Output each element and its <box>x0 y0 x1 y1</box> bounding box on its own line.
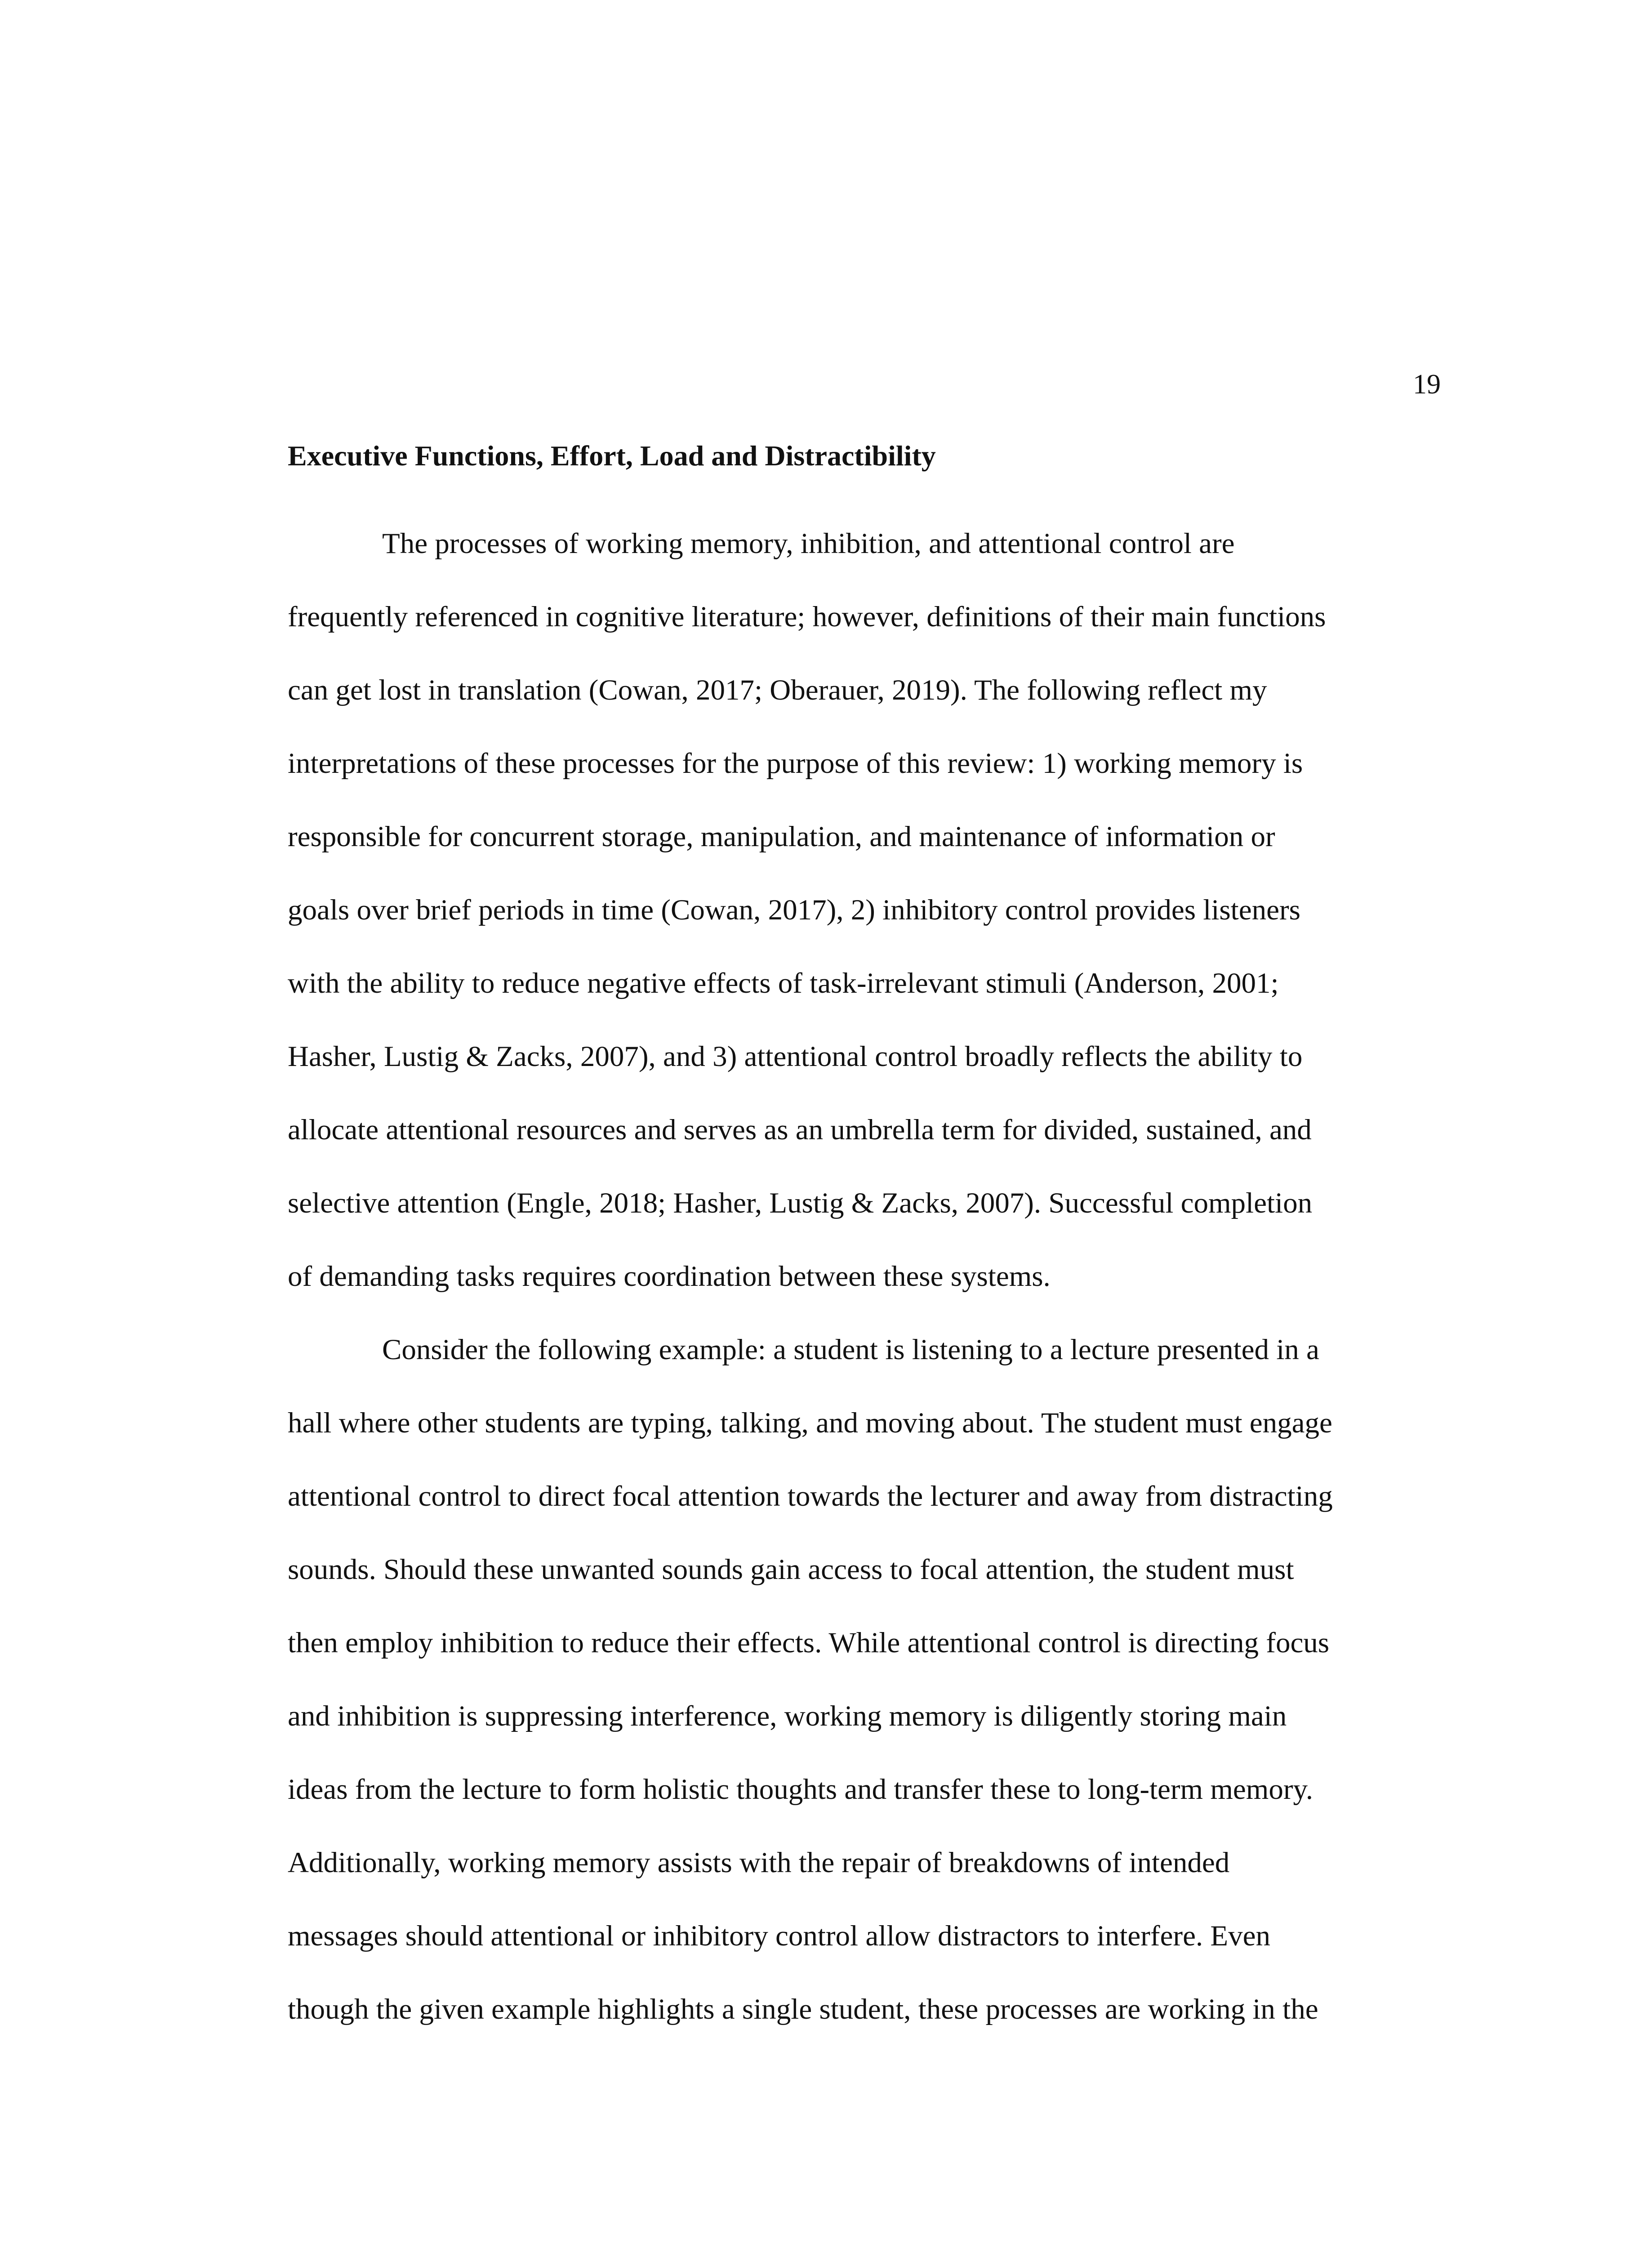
text-line: Consider the following example: a student is listening to a lecture presented in a <box>382 1334 1319 1366</box>
text-line: attentional control to direct focal attention towards the lecturer and away from distracting <box>288 1480 1333 1512</box>
text-line: messages should attentional or inhibitory control allow distractors to interfere. Even <box>288 1920 1270 1952</box>
text-line: selective attention (Engle, 2018; Hasher, Lustig & Zacks, 2007). Successful completion <box>288 1187 1313 1219</box>
text-line: Additionally, working memory assists with the repair of breakdowns of intended <box>288 1847 1230 1879</box>
text-line: then employ inhibition to reduce their effects. While attentional control is directing focus <box>288 1627 1330 1659</box>
text-line: sounds. Should these unwanted sounds gain access to focal attention, the student must <box>288 1553 1294 1586</box>
page-body <box>288 442 1432 2046</box>
page-number: 19 <box>1413 369 1441 400</box>
text-line: of demanding tasks requires coordination between these systems. <box>288 1260 1051 1293</box>
text-line: and inhibition is suppressing interference, working memory is diligently storing main <box>288 1700 1287 1732</box>
text-line: The processes of working memory, inhibition, and attentional control are <box>382 527 1235 560</box>
text-line: responsible for concurrent storage, manipulation, and maintenance of information or <box>288 821 1275 853</box>
text-line: with the ability to reduce negative effects of task-irrelevant stimuli (Anderson, 2001; <box>288 967 1279 999</box>
section-heading: Executive Functions, Effort, Load and Distractibility <box>288 440 936 472</box>
text-line: frequently referenced in cognitive literature; however, definitions of their main functions <box>288 601 1326 633</box>
text-line: allocate attentional resources and serves as an umbrella term for divided, sustained, and <box>288 1114 1312 1146</box>
text-line: ideas from the lecture to form holistic thoughts and transfer these to long-term memory. <box>288 1773 1313 1806</box>
text-line: Hasher, Lustig & Zacks, 2007), and 3) attentional control broadly reflects the ability to <box>288 1040 1303 1073</box>
paragraph <box>288 1313 1432 2046</box>
text-line: interpretations of these processes for the purpose of this review: 1) working memory is <box>288 747 1303 780</box>
paragraph <box>288 507 1432 1313</box>
text-line: though the given example highlights a single student, these processes are working in the <box>288 1993 1318 2025</box>
text-line: hall where other students are typing, talking, and moving about. The student must engage <box>288 1407 1332 1439</box>
text-line: can get lost in translation (Cowan, 2017; Oberauer, 2019). The following reflect my <box>288 674 1267 706</box>
text-line: goals over brief periods in time (Cowan, 2017), 2) inhibitory control provides listeners <box>288 894 1300 926</box>
